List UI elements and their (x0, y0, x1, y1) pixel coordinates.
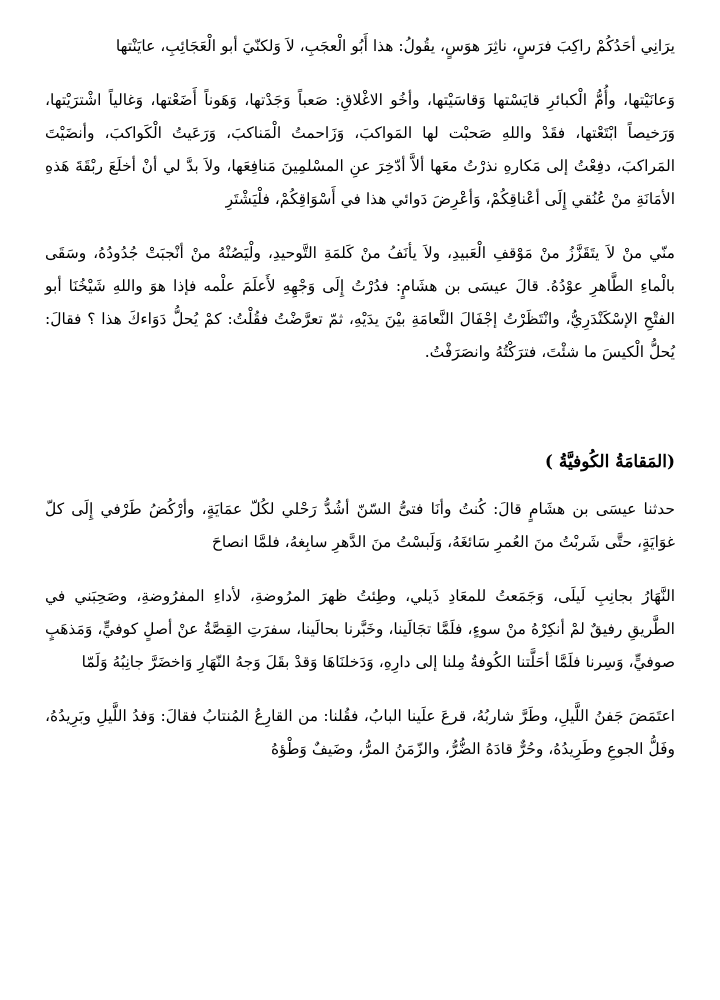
paragraph-2: وَعانَيْتها، وأُمُّ الْكبائرِ قايَسْتها وَقاسَيْتها، وأخُو الاغْلاقِ: صَعباً وَجَدْتها، وَهَوناً أَضَعْتها، وَغالياً اشْترَيْتها، وَرَخيصاً ابْتَعْتها، فقَدْ واللهِ صَحبْت لها المَواكبَ، وَزَاحمتُ الْمَناكبَ، وَرَعَيتُ الْكَواكبَ، وأنضَيْتَ المَراكبَ، دفِعْتُ إلى مَكارهِ نذرْتُ معَها ألاَّ أدّخِرَ عنِ المسْلمِينَ مَنافِعَها، ولاَ بدَّ لي أنْ أخلَعَ ربْقَةَ هَذهِ الأمَانَةِ منْ عُنُقي إِلَى أعْناقِكُمْ، وَأعْرِضَ دَوائي هذا في أَسْوَاقِكُمْ، فلْيَشْتَرِ (45, 91, 675, 208)
document-page (45, 30, 675, 990)
paragraph-5: النَّهَارُ بجانِبِ لَيلَى، وَجَمَعتُ للمعَادِ ذَيلي، وطِئتُ ظهرَ المرُوضةِ، لأداءِ المفرُوضةِ، وصَحِبَني في الطَّريقِ رفيقٌ لمْ أنكِرْهُ منْ سوءٍ، فلَمَّا تجَالَينا، وخَبَّرنا بحالَينا، سفرَتِ القِصَّةُ عنْ أصلٍ كوفيٍّ، وَمَذهَبٍ صوفيٍّ، وَسِرنا فلَمَّا أحَلَّتنا الكُوفةُ مِلنا إلى دارِهِ، وَدَخلنَاهَا وَقدْ بقَلَ وَجهُ النّهَارِ وَاخضَرَّ جانِبُهُ وَلَمّا (45, 587, 675, 671)
paragraph-6: اعتَمَضَ جَفنُ اللَّيلِ، وطَرَّ شاربُهُ، قرعَ علَينا البابُ، فقُلنا: من القارِعُ المُنتابُ فقالَ: وَفدُ اللَّيلِ وبَرِيدُهُ، وفَلُّ الجوعِ وطَرِيدُهُ، وحُرٌّ قادَهُ الضُّرُّ، والزّمَنُ المرُّ، وضَيفٌ وَطْؤهُ (45, 707, 675, 758)
paragraph-3: منّي منْ لاَ يتَقَزَّزُ منْ مَوْقفِ الْعَبيدِ، ولاَ يأنَفُ منْ كَلمَةِ التَّوحيدِ، ولْيَصُنْهُ منْ أنْجبَتْ جُدُودُهُ، وسَقَى بالْماءِ الطَّاهرِ عوْدُهُ. قالَ عيسَى بن هشَامٍ: فدُرْتُ إِلَى وَجْهِهِ لأَعلَمَ علْمه فإذا هوَ واللهِ شَيْخُنَا أبو الفتْحِ الإسْكَنْدَرِيُّ، وانْتَظَرْتُ إجْفَالَ النَّعامَةِ بيْنَ يدَيْهِ، ثمّ تعرَّضْتُ فقُلْتُ: كمْ يُحلُّ دَوَاءكَ هذا ؟ فقالَ: يُحلُّ الْكيسَ ما شئْتَ، فترَكْتُهُ وانصَرَفْتُ. (45, 244, 675, 361)
section-heading: (المَقامَةُ الكُوفيَّةُ ) (544, 452, 675, 472)
paragraph-1: يرَانِي أحَدُكُمْ راكِبَ فرَسٍ، ناثِرَ هوَسٍ، يقُولُ: هذا أَبُو الْعجَبِ، لاَ وَلكنّيَ أبو الْعَجَائِبِ، عايَنْتها (115, 37, 675, 55)
paragraph-4: حدثنا عيسَى بن هشَامٍ قالَ: كُنتُ وأنَا فتىُّ السّنّ أشُدُّ رَحْلي لكُلّ عمَايَةٍ، وأرْكُضُ طَرْفي إِلَى كلّ غوَايَةٍ، حتَّى شَربْتُ منَ العُمرِ سَائغَهُ، وَلَبسْتُ منَ الدَّهرِ سابِغهُ، فلمَّا انصاحَ (45, 500, 675, 551)
